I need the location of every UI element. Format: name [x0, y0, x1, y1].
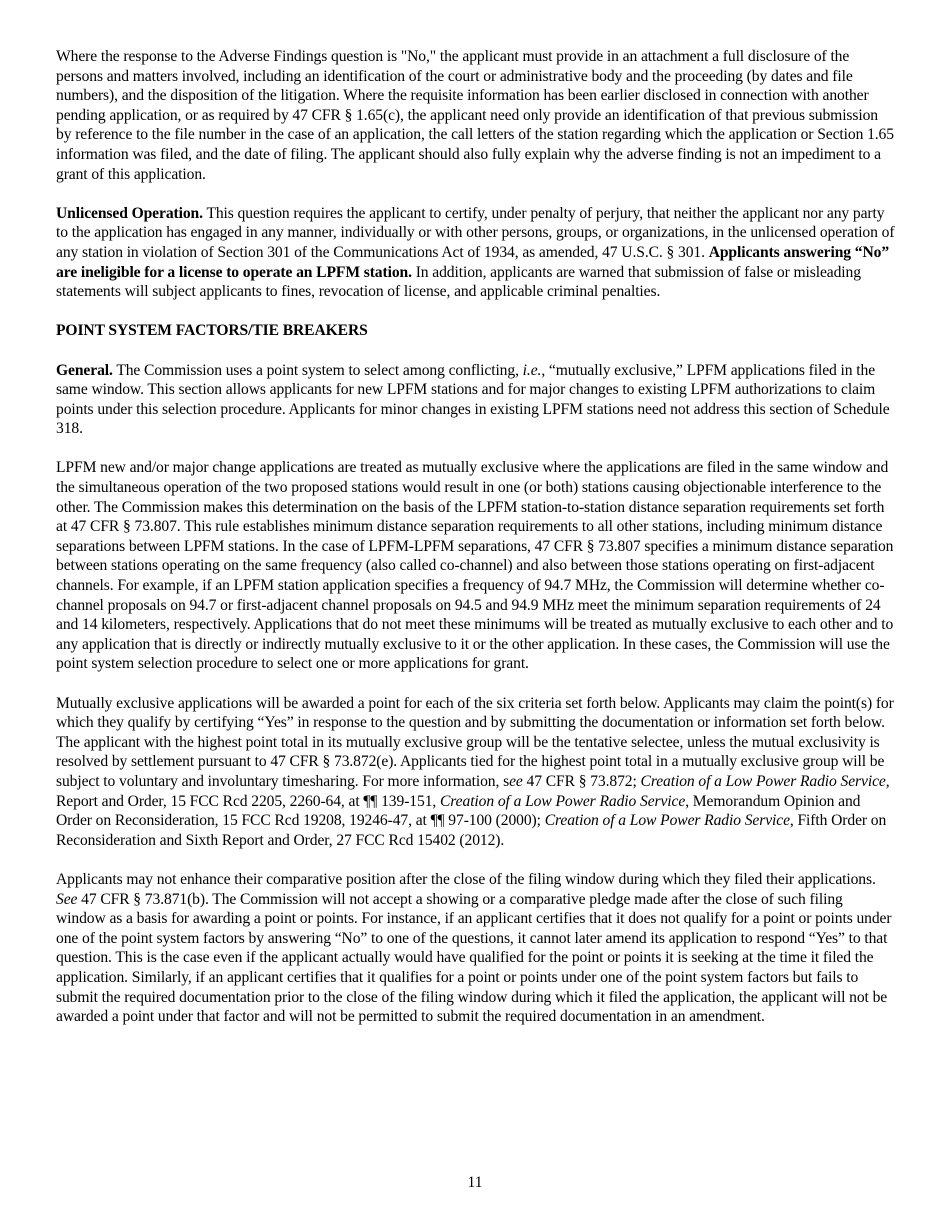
general-heading: General.	[56, 361, 113, 379]
adverse-findings-paragraph	[56, 47, 896, 184]
points-paragraph	[56, 694, 896, 851]
unlicensed-operation-heading: Unlicensed Operation.	[56, 204, 203, 222]
points-text-2: 47 CFR § 73.872;	[522, 772, 641, 790]
document-page	[56, 47, 896, 1046]
unlicensed-operation-paragraph	[56, 204, 896, 302]
enhancement-paragraph	[56, 870, 896, 1027]
points-citation-2: Creation of a Low Power Radio Service	[439, 792, 686, 810]
mutual-exclusivity-paragraph	[56, 458, 896, 674]
unlicensed-operation-text-1: This question requires the applicant to certify, under penalty of perjury, that neither the applicant nor any party to the application has engaged in any manner, individually or with other persons, groups, or organizations, in the unlicensed operation of any station in violation of Section 301 of the Communications Act of 1934, as amended, 47 U.S.C. § 301.	[56, 204, 895, 261]
section-heading-point-system: POINT SYSTEM FACTORS/TIE BREAKERS	[56, 322, 368, 340]
points-text-3: Report and Order, 15 FCC Rcd 2205, 2260-64, at ¶¶ 139-151,	[56, 792, 440, 810]
points-see: ee	[509, 772, 523, 790]
general-paragraph	[56, 361, 896, 439]
points-text-4: , Memorandum Opinion and Order on Reconsideration, 15 FCC Rcd 19208, 19246-47, at ¶¶ 97-100 (2000);	[56, 792, 861, 830]
points-text-1: Mutually exclusive applications will be awarded a point for each of the six criteria set forth below. Applicants may claim the point(s) for which they qualify by certifying “Yes” in response to the question and by submitting the documentation or information set forth below. The applicant with the highest point total in its mutually exclusive group will be the tentative selectee, unless the mutual exclusivity is resolved by settlement pursuant to 47 CFR § 73.872(e). Applicants tied for the highest point total in a mutually exclusive group will be subject to voluntary and involuntary timesharing. For more information, s	[56, 694, 894, 790]
page-number: 11	[467, 1174, 483, 1191]
unlicensed-operation-warning: Applicants answering “No” are ineligible for a license to operate an LPFM station.	[56, 243, 890, 281]
enhancement-see: See	[56, 890, 78, 908]
points-citation-1: Creation of a Low Power Radio Service,	[640, 772, 890, 790]
unlicensed-operation-text-2: In addition, applicants are warned that submission of false or misleading statements will subject applicants to fines, revocation of license, and applicable criminal penalties.	[56, 263, 861, 301]
adverse-findings-text: Where the response to the Adverse Findings question is "No," the applicant must provide in an attachment a full disclosure of the persons and matters involved, including an identification of the court or administrative body and the proceeding (by dates and file numbers), and the disposition of the litigation. Where the requisite information has been earlier disclosed in connection with another pending application, or as required by 47 CFR § 1.65(c), the applicant need only provide an identification of that previous submission by reference to the file number in the case of an application, the call letters of the station regarding which the application or Section 1.65 information was filed, and the date of filing. The applicant should also fully explain why the adverse finding is not an impediment to a grant of this application.	[56, 48, 894, 183]
points-citation-3: Creation of a Low Power Radio Service	[544, 812, 790, 830]
enhancement-text-2: 47 CFR § 73.871(b). The Commission will not accept a showing or a comparative pledge made after the close of such filing window as a basis for awarding a point or points. For instance, if an applicant certifies that it does not qualify for a point or points under one of the point system factors by answering “No” to one of the questions, it cannot later amend its application to respond “Yes” to that question. This is the case even if the applicant actually would have qualified for the point or points it is seeking at the time it filed the application. Similarly, if an applicant certifies that it qualifies for a point or points under one of the point system factors but fails to submit the required documentation prior to the close of the filing window during which it filed the application, the applicant will not be awarded a point under that factor and will not be permitted to submit the required documentation in an amendment.	[56, 890, 892, 1026]
general-text-2: , “mutually exclusive,” LPFM applications filed in the same window. This section allows applicants for new LPFM stations and for major changes to existing LPFM authorizations to claim points under this selection procedure. Applicants for minor changes in existing LPFM stations need not address this section of Schedule 318.	[56, 361, 890, 438]
enhancement-text-1: Applicants may not enhance their comparative position after the close of the filing window during which they filed their applications.	[56, 870, 876, 888]
mutual-exclusivity-text: LPFM new and/or major change applications are treated as mutually exclusive where the applications are filed in the same window and the simultaneous operation of the two proposed stations would result in one (or both) stations causing objectionable interference to the other. The Commission makes this determination on the basis of the LPFM station-to-station distance separation requirements set forth at 47 CFR § 73.807. This rule establishes minimum distance separation requirements to all other stations, including minimum distance separations between LPFM stations. In the case of LPFM-LPFM separations, 47 CFR § 73.807 specifies a minimum distance separation between stations operating on the same frequency (also called co-channel) and also between those stations operating on first-adjacent channels. For example, if an LPFM station application specifies a frequency of 94.7 MHz, the Commission will determine whether co-channel proposals on 94.7 or first-adjacent channel proposals on 94.5 and 94.9 MHz meet the minimum separation requirements of 24 and 14 kilometers, respectively. Applications that do not meet these minimums will be treated as mutually exclusive to each other and to any application that is directly or indirectly mutually exclusive to it or the other application. In these cases, the Commission will use the point system selection procedure to select one or more applications for grant.	[56, 459, 894, 673]
general-text-1: The Commission uses a point system to select among conflicting,	[112, 361, 523, 379]
points-text-5: , Fifth Order on Reconsideration and Sixth Report and Order, 27 FCC Rcd 15402 (2012).	[56, 812, 887, 849]
general-ie: i.e.	[522, 361, 542, 379]
